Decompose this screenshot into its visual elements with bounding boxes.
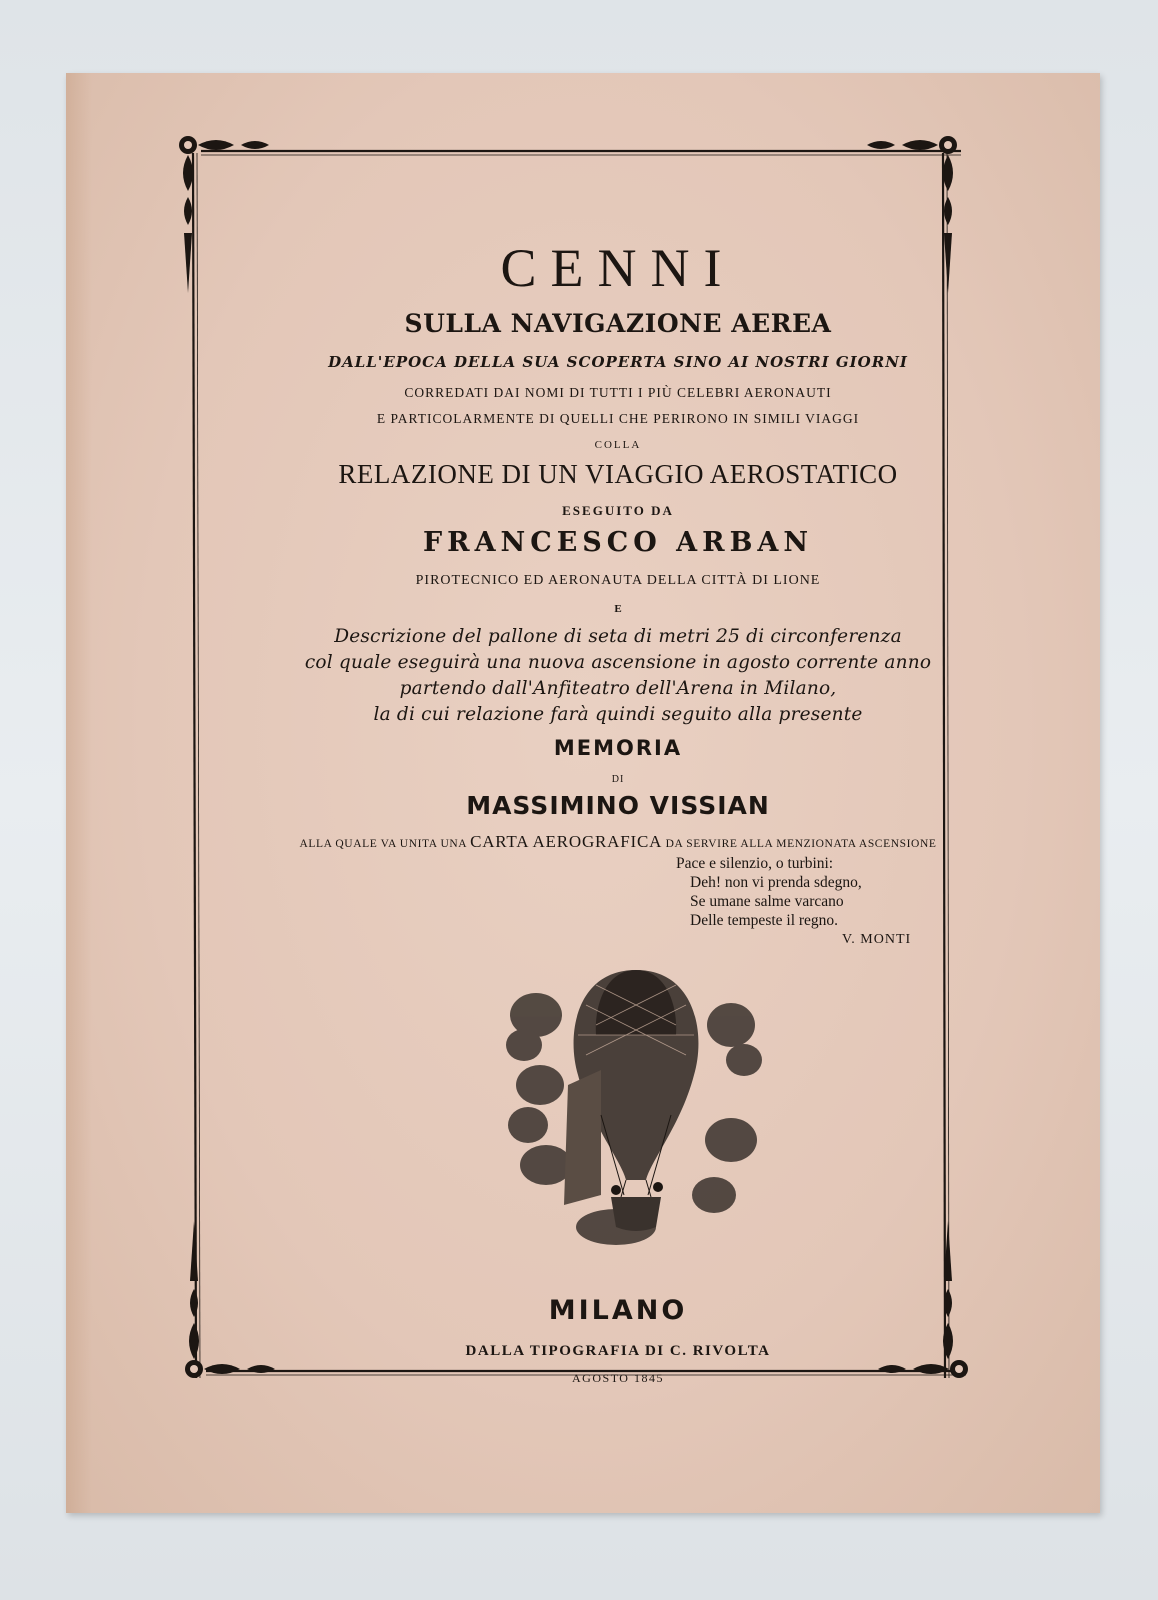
author-description: PIROTECNICO ED AERONAUTA DELLA CITTÀ DI LIONE <box>415 573 821 588</box>
script-line: Descrizione del pallone di seta di metri 25 di circonferenza <box>334 626 902 647</box>
line-colla: COLLA <box>594 439 642 451</box>
script-line: col quale eseguirà una nuova ascensione in agosto corrente anno <box>304 652 932 673</box>
carta-line-pre: ALLA QUALE VA UNITA UNA <box>299 838 467 850</box>
script-line: la di cui relazione farà quindi seguito alla presente <box>373 704 863 725</box>
line-particolarmente: E PARTICOLARMENTE DI QUELLI CHE PERIRONO IN SIMILI VIAGGI <box>376 411 860 426</box>
balloon-engraving <box>506 965 766 1269</box>
epigraph-line: Se umane salme varcano <box>690 893 844 910</box>
relazione-heading: RELAZIONE DI UN VIAGGIO AEROSTATICO <box>338 459 898 489</box>
author-name: FRANCESCO ARBAN <box>422 527 814 558</box>
epigraph-line: Deh! non vi prenda sdegno, <box>690 874 862 891</box>
title: CENNI <box>500 238 736 298</box>
eseguito-da: ESEGUITO DA <box>562 503 674 518</box>
city: MILANO <box>548 1295 688 1326</box>
epigraph-line: Pace e silenzio, o turbini: <box>676 855 834 872</box>
epigraph-author: V. MONTI <box>842 932 912 947</box>
epigraph-line: Delle tempeste il regno. <box>690 912 839 929</box>
di-label: DI <box>611 774 625 785</box>
script-line: partendo dall'Anfiteatro dell'Arena in Milano, <box>399 678 837 699</box>
printer: DALLA TIPOGRAFIA DI C. RIVOLTA <box>465 1343 771 1359</box>
carta-line <box>201 832 1035 852</box>
memoria-heading: MEMORIA <box>553 736 683 760</box>
carta-line-post: DA SERVIRE ALLA MENZIONATA ASCENSIONE <box>665 838 937 850</box>
booklet-cover <box>66 73 1100 1513</box>
publication-date: AGOSTO 1845 <box>572 1371 664 1385</box>
line-corredati: CORREDATI DAI NOMI DI TUTTI I PIÙ CELEBRI AERONAUTI <box>404 385 832 400</box>
epigraph <box>676 854 976 949</box>
carta-line-emphasis: CARTA AEROGRAFICA <box>470 832 663 851</box>
balloon-icon <box>564 970 698 1231</box>
subtitle: SULLA NAVIGAZIONE AEREA <box>404 309 832 338</box>
line-epoca: DALL'EPOCA DELLA SUA SCOPERTA SINO AI NOSTRI GIORNI <box>328 353 908 371</box>
conjunction: E <box>614 603 622 615</box>
memoria-author: MASSIMINO VISSIAN <box>466 791 770 820</box>
